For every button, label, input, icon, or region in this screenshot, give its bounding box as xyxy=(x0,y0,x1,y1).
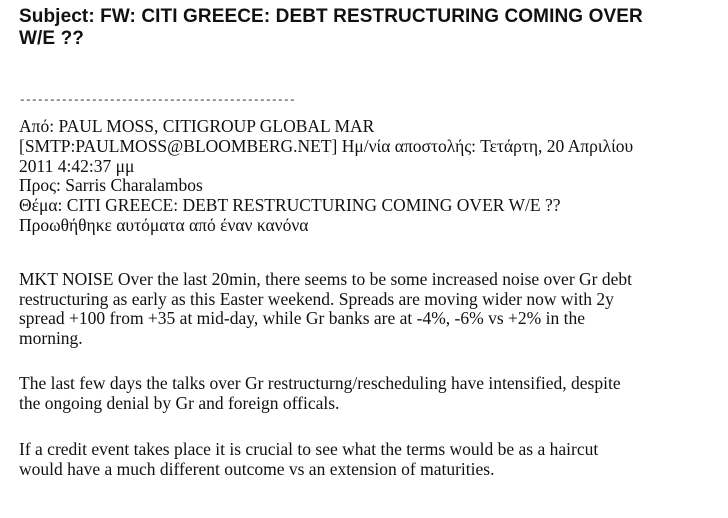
paragraph-line: If a credit event takes place it is crucial to see what the terms would be as a haircut xyxy=(19,439,599,459)
paragraph-line: restructuring as early as this Easter weekend. Spreads are moving wider now with 2y xyxy=(19,288,614,309)
header-subject: Θέμα: CITI GREECE: DEBT RESTRUCTURING COMING OVER W/E ?? xyxy=(19,195,561,216)
paragraph-line: would have a much different outcome vs an extension of maturities. xyxy=(19,458,495,479)
body-paragraph-1 xyxy=(19,270,719,348)
header-to: Προς: Sarris Charalambos xyxy=(19,175,203,196)
body-paragraph-3 xyxy=(19,440,719,479)
email-subject-heading xyxy=(19,6,709,50)
header-date: 2011 4:42:37 μμ xyxy=(19,155,135,176)
paragraph-line: spread +100 from +35 at mid-day, while Gr banks are at -4%, -6% vs +2% in the xyxy=(19,308,585,328)
paragraph-line: the ongoing denial by Gr and foreign officals. xyxy=(19,392,340,413)
header-from: Από: PAUL MOSS, CITIGROUP GLOBAL MAR xyxy=(19,116,375,136)
paragraph-line: MKT NOISE Over the last 20min, there seems to be some increased noise over Gr debt xyxy=(19,269,632,289)
subject-line-1: Subject: FW: CITI GREECE: DEBT RESTRUCTURING COMING OVER xyxy=(19,6,643,27)
header-forwarded-note: Προωθήθηκε αυτόματα από έναν κανόνα xyxy=(19,214,309,235)
subject-line-2: W/E ?? xyxy=(19,28,84,49)
paragraph-line: morning. xyxy=(19,327,83,348)
header-from-address: [SMTP:PAULMOSS@BLOOMBERG.NET] Ημ/νία αποστολής: Τετάρτη, 20 Απριλίου xyxy=(19,135,634,156)
email-header-block xyxy=(19,117,719,236)
body-paragraph-2 xyxy=(19,374,719,413)
divider-line: ---------------------------------------------- xyxy=(19,95,296,107)
paragraph-line: The last few days the talks over Gr restructurng/rescheduling have intensified, despite xyxy=(19,373,621,393)
